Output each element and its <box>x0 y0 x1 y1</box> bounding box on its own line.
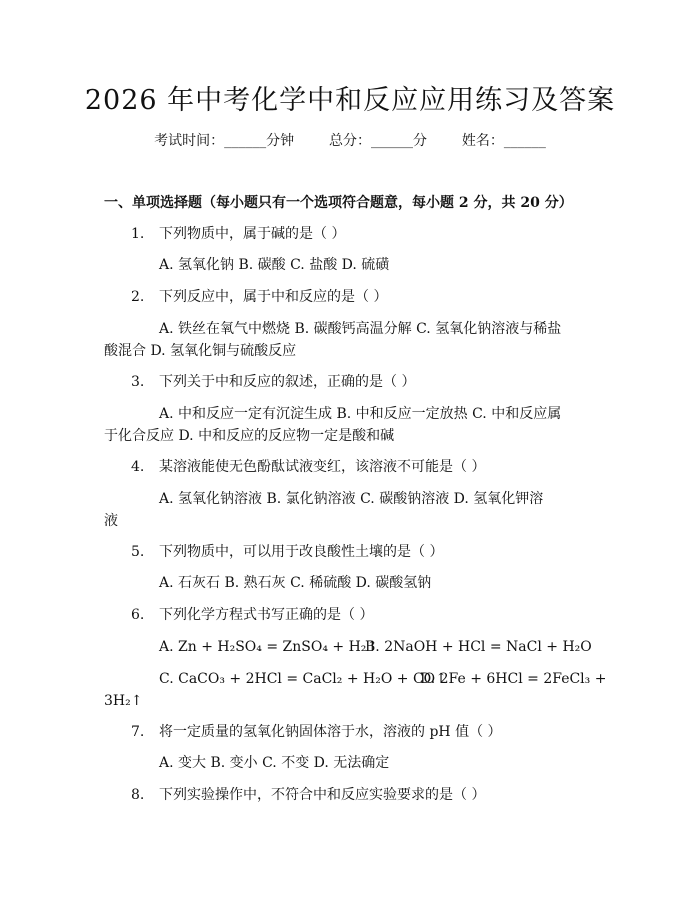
question-option-d-wrap: 3H₂↑ <box>104 693 143 709</box>
question-stem: 某溶液能使无色酚酞试液变红，该溶液不可能是（ ） <box>159 459 486 475</box>
name-label: 姓名： <box>461 133 504 149</box>
question-number: 4. <box>131 459 145 475</box>
question-options-wrap: 于化合反应 D. 中和反应的反应物一定是酸和碱 <box>104 428 395 444</box>
name-blank: ______ <box>503 133 546 149</box>
question-number: 3. <box>131 374 145 390</box>
question-option-b: B. 2NaOH + HCl = NaCl + H₂O <box>365 639 592 655</box>
document-title: 2026 年中考化学中和反应应用练习及答案 <box>84 85 616 116</box>
question-number: 7. <box>131 724 145 740</box>
question-options: A. 变大 B. 变小 C. 不变 D. 无法确定 <box>159 755 390 771</box>
question-number: 5. <box>131 544 145 560</box>
time-unit: 分钟 <box>266 133 295 149</box>
score-label: 总分： <box>329 133 371 149</box>
question-options-wrap: 酸混合 D. 氢氧化铜与硫酸反应 <box>104 343 297 359</box>
question-stem: 下列物质中，属于碱的是（ ） <box>159 226 346 242</box>
question-stem: 下列实验操作中，不符合中和反应实验要求的是（ ） <box>159 787 486 803</box>
question-stem: 下列化学方程式书写正确的是（ ） <box>159 607 374 623</box>
question-options: A. 氢氧化钠 B. 碳酸 C. 盐酸 D. 硫磺 <box>159 257 390 273</box>
question-stem: 下列物质中，可以用于改良酸性土壤的是（ ） <box>159 544 444 560</box>
question-options: A. 氢氧化钠溶液 B. 氯化钠溶液 C. 碳酸钠溶液 D. 氢氧化钾溶 <box>159 491 544 507</box>
question-option-a: A. Zn + H₂SO₄ = ZnSO₄ + H₂↑ <box>159 639 379 655</box>
question-number: 6. <box>131 607 145 623</box>
question-stem: 下列关于中和反应的叙述，正确的是（ ） <box>159 374 416 390</box>
question-stem: 将一定质量的氢氧化钠固体溶于水，溶液的 pH 值（ ） <box>159 724 502 740</box>
question-number: 8. <box>131 787 145 803</box>
question-options-wrap: 液 <box>104 513 118 529</box>
question-option-d: D. 2Fe + 6HCl = 2FeCl₃ + <box>420 671 607 687</box>
section-heading: 一、单项选择题（每小题只有一个选项符合题意，每小题 2 分，共 20 分） <box>104 195 573 211</box>
question-number: 1. <box>131 226 145 242</box>
question-stem: 下列反应中，属于中和反应的是（ ） <box>159 289 388 305</box>
question-options: A. 中和反应一定有沉淀生成 B. 中和反应一定放热 C. 中和反应属 <box>159 406 562 422</box>
score-unit: 分 <box>413 133 427 149</box>
question-option-c: C. CaCO₃ + 2HCl = CaCl₂ + H₂O + CO↑ <box>159 671 447 687</box>
question-options: A. 石灰石 B. 熟石灰 C. 稀硫酸 D. 碳酸氢钠 <box>159 575 432 591</box>
exam-meta-line <box>0 130 700 150</box>
score-blank: ______ <box>371 133 413 149</box>
time-label: 考试时间： <box>154 133 225 149</box>
question-options: A. 铁丝在氧气中燃烧 B. 碳酸钙高温分解 C. 氢氧化钠溶液与稀盐 <box>159 321 562 337</box>
question-number: 2. <box>131 289 145 305</box>
time-blank: ______ <box>224 133 267 149</box>
